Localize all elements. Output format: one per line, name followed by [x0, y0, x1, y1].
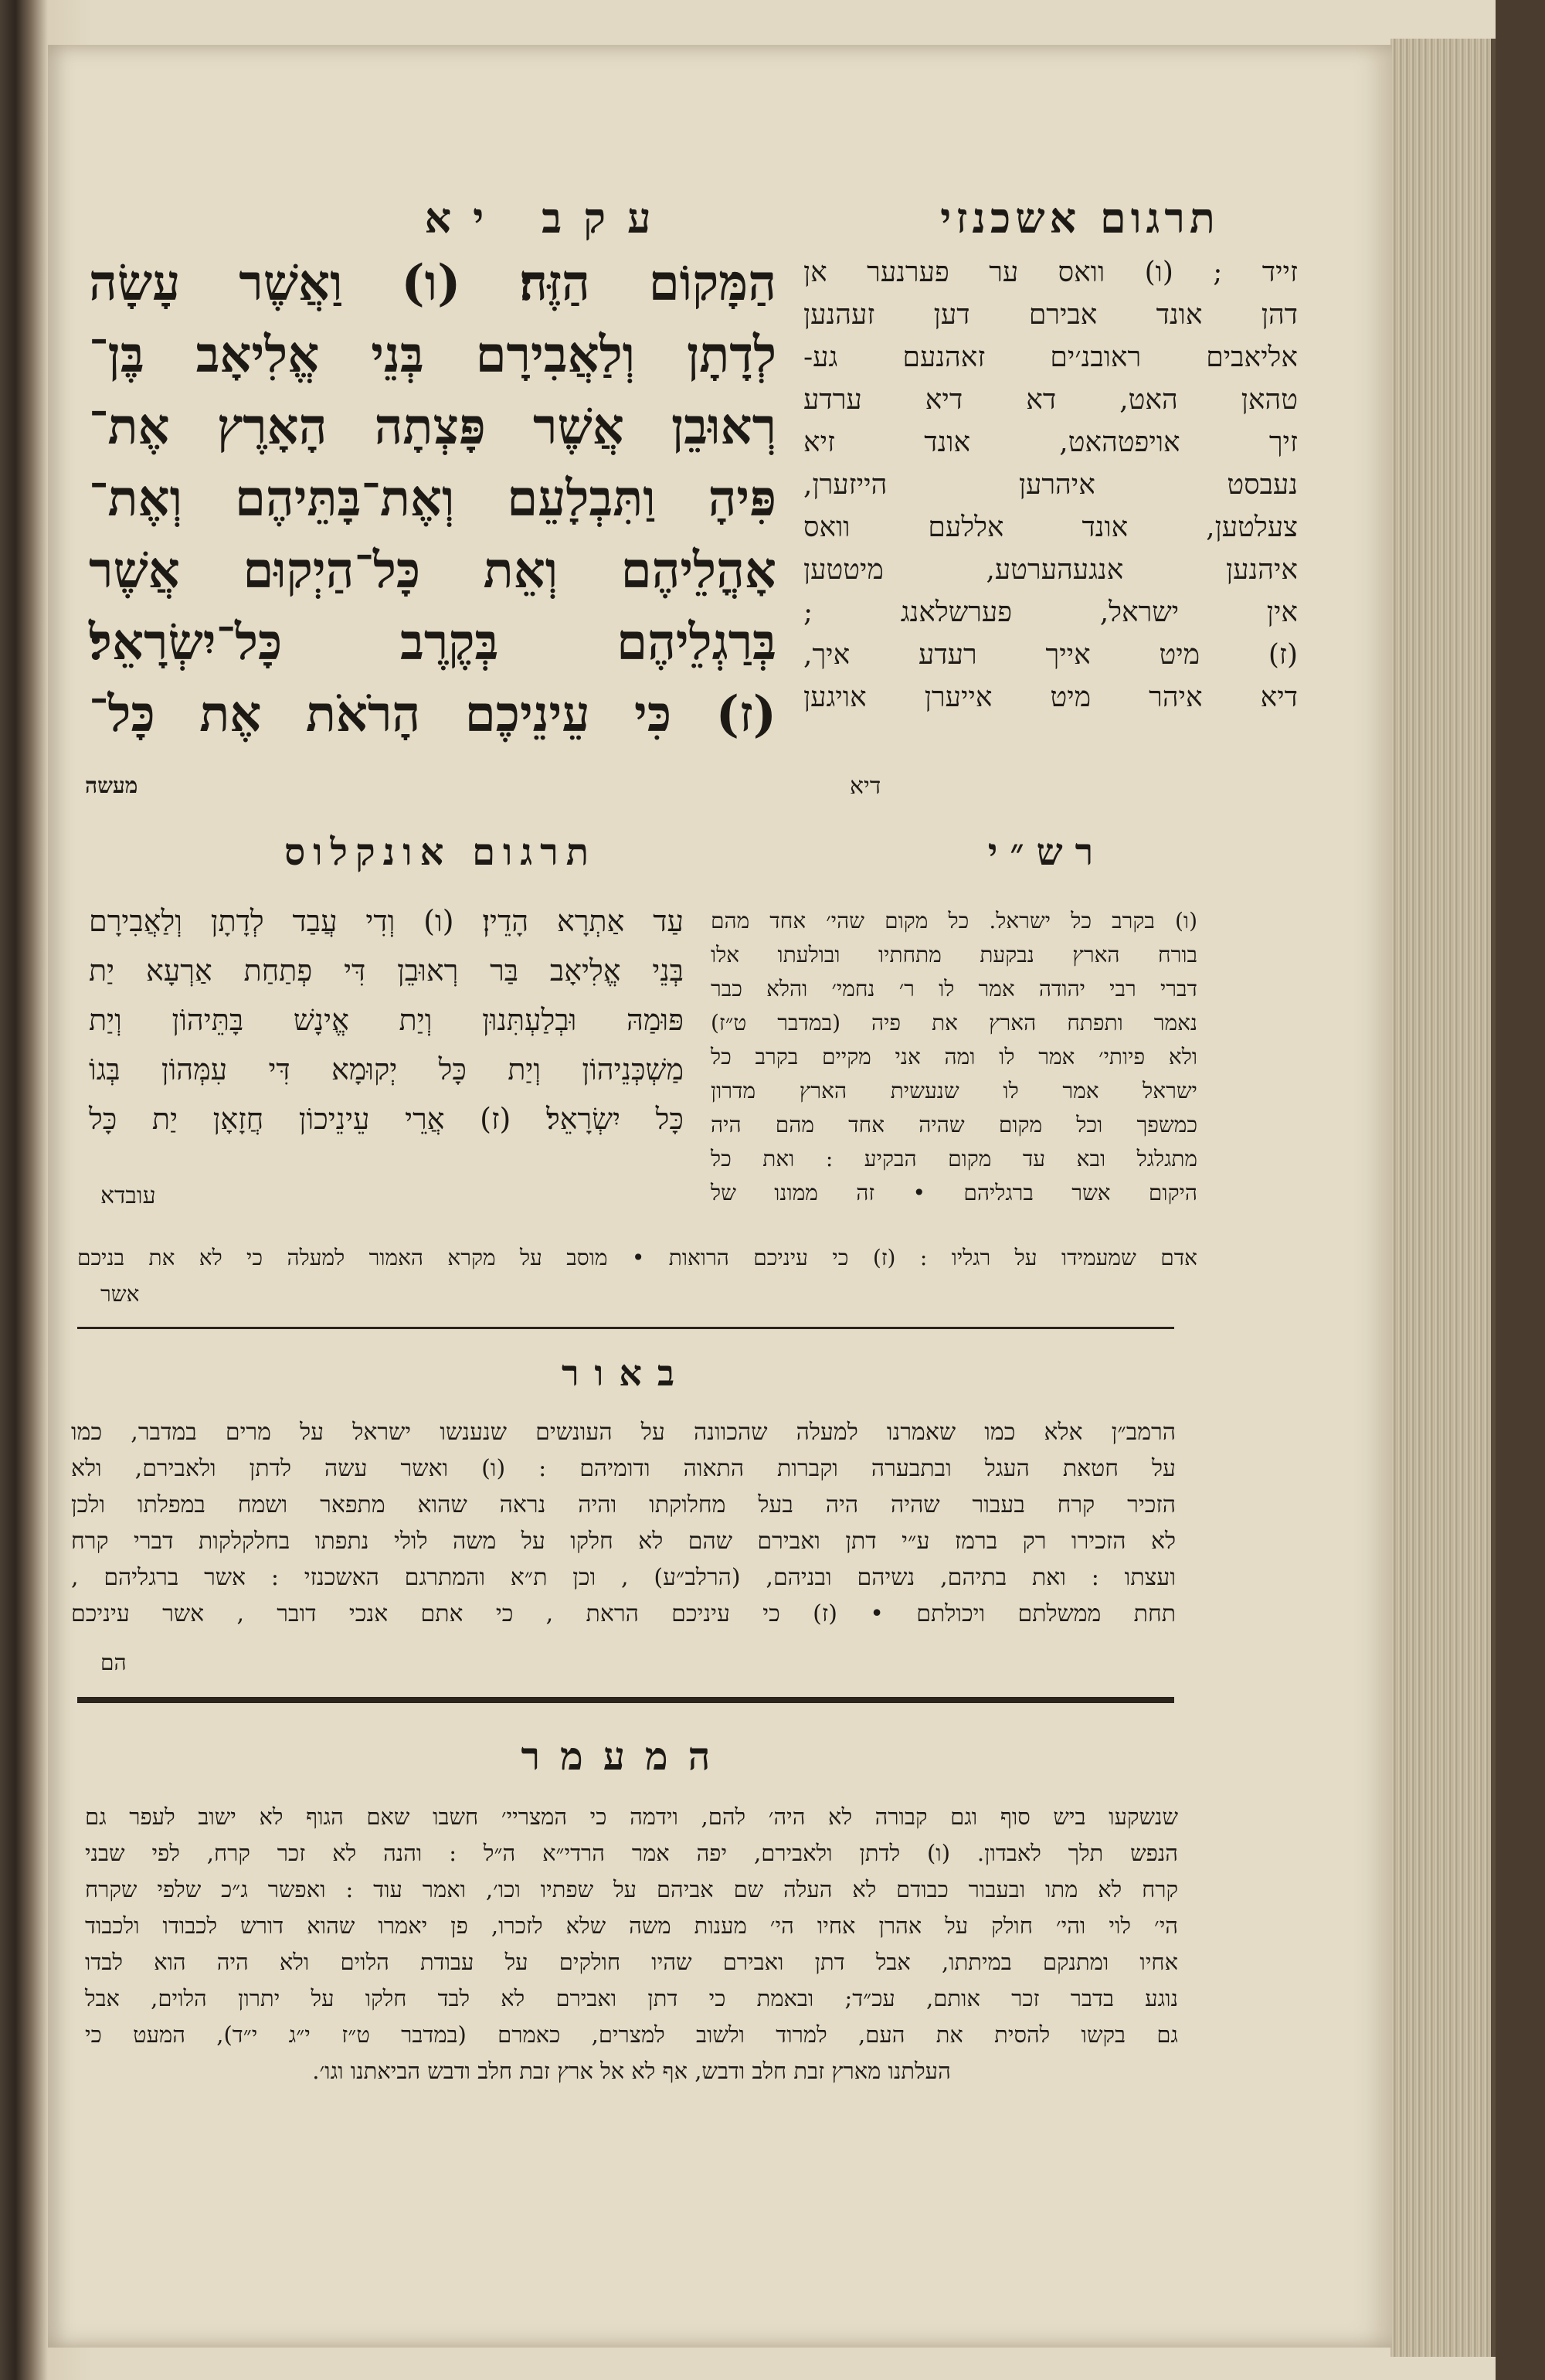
- onkelos-line: עַד אַתְרָא הָדֵין׃ (ו) וְדִי עֲבַד לְדָתָן וְלַאֲבִירָם: [89, 904, 684, 938]
- ashkenazi-line: טהאן האט, דא דיא ערדע: [803, 384, 1298, 416]
- ashkenazi-line: זייד ; (ו) וואס ער פערנער אן: [803, 257, 1298, 288]
- biur-line: הזכיר קרח בעבור שהיה היה בעל מחלוקתו והיה נראה שהוא מתפאר ושמח במפלתו ולכן: [71, 1491, 1176, 1518]
- rashi-line: דברי רבי יהודה אמר לו ר׳ נחמי׳ והלא כבר: [711, 976, 1197, 1001]
- rashi-line: נאמר ותפתח הארץ את פיה (במדבר ט״ז): [711, 1010, 1197, 1035]
- scan-border: [1496, 0, 1545, 2380]
- biur-line: ועצתו : ואת בתיהם, נשיהם ובניהם, (הרלב״ע) , וכן ת״א והמתרגם האשכנזי : אשר ברגליהם ,: [71, 1564, 1176, 1591]
- rashi-heading: רש״י: [987, 831, 1106, 874]
- meamer-line: גם בקשו להסית את העם, למרוד ולשוב למצרים, כאמרם (במדבר ט״ז י״ג י״ד), המעט כי: [85, 2021, 1178, 2048]
- meamer-line: שנשקעו ביש סוף וגם קבורה לא היה׳ להם, וידמה כי המצריי׳ חשבו שאם הגוף לא ישוב לעפר גם: [85, 1804, 1178, 1830]
- torah-line: אָהֳלֵיהֶם וְאֵת כָּל־הַיְקוּם אֲשֶׁר: [89, 542, 776, 600]
- binding-shadow: [0, 0, 48, 2380]
- onkelos-line: מַשְׁכְּנֵיהוֹן וְיַת כָּל יְקוּמָא דִּי עִמְּהוֹן בְּגוֹ: [89, 1052, 684, 1086]
- torah-line: בְּרַגְלֵיהֶם בְּקֶרֶב כָּל־יִשְׂרָאֵל׃: [89, 614, 776, 672]
- ashkenazi-catchword: דיא: [850, 773, 881, 800]
- onkelos-line: בְּנֵי אֱלִיאָב בַּר רְאוּבֵן דִּי פְתַחַת אַרְעָא יַת: [89, 954, 684, 988]
- ashkenazi-line: צעלטען, אונד אללעם וואס: [803, 512, 1298, 543]
- ashkenazi-text: [803, 251, 1298, 719]
- header-targum-ashkenazi: תרגום אשכנזי: [940, 193, 1220, 243]
- rashi-continuation: אדם שמעמידו על רגליו : (ז) כי עיניכם הרואות • מוסב על מקרא האמור למעלה כי לא את בניכם: [77, 1245, 1197, 1270]
- header-parasha: עקב יא: [424, 193, 673, 243]
- onkelos-heading: תרגום אונקלוס: [284, 831, 597, 874]
- biur-heading: באור: [561, 1352, 691, 1394]
- meamer-line: נוגע בדבר זכר אותם, עכ״ד; ובאמת כי דתן ואבירם לא לבד חלקו על יתרון הלוים, אבל: [85, 1985, 1178, 2011]
- meamer-line: אחיו ומתנקם במיתתו, אבל דתן ואבירם שהיו חולקים על עבודת הלוים ולא היה הוא לבדו: [85, 1949, 1178, 1975]
- meamer-line: העלתנו מארץ זבת חלב ודבש, אף לא אל ארץ זבת חלב ודבש הביאתנו וגו׳.: [312, 2058, 951, 2084]
- torah-line: פִּיהָ וַתִּבְלָעֵם וְאֶת־בָּתֵּיהֶם וְאֶת־: [89, 470, 776, 528]
- biur-text: [71, 1414, 1176, 1632]
- section-divider-thick: [77, 1697, 1174, 1703]
- meamer-text: [85, 1799, 1178, 2089]
- meamer-line: הי׳ לוי והי׳ חולק על אהרן אחיו הי׳ מענות משה שלא לזכרו, פן יאמרו שהוא דורש לכבודו ולכבוד: [85, 1912, 1178, 1939]
- rashi-line: ולא פיותי׳ אמר לו ומה אני מקיים בקרב כל: [711, 1044, 1197, 1069]
- ashkenazi-line: אין ישראל, פערשלאנג ;: [803, 597, 1298, 628]
- ashkenazi-line: דהן אונד אבירם דען זעהנען: [803, 299, 1298, 331]
- rashi-line: היקום אשר ברגליהם • זה ממונו של: [711, 1180, 1197, 1205]
- torah-line: הַמָּקוֹם הַזֶּה׃ (ו) וַאֲשֶׁר עָשָׂה: [89, 254, 776, 312]
- onkelos-line: כָּל יִשְׂרָאֵל׃ (ז) אֲרֵי עֵינֵיכוֹן חֲזָאָן יַת כָּל: [89, 1102, 684, 1136]
- ashkenazi-line: זיך אויפטהאט, אונד זיא: [803, 427, 1298, 458]
- torah-line: לְדָתָן וְלַאֲבִירָם בְּנֵי אֱלִיאָב בֶּן־: [89, 326, 776, 384]
- torah-text: [89, 247, 776, 750]
- ashkenazi-line: נעבסט איהרען הייזערן,: [803, 469, 1298, 501]
- section-divider: [77, 1327, 1174, 1329]
- page-edges: [1390, 39, 1496, 2357]
- onkelos-text: [89, 896, 684, 1144]
- rashi-line: (ו) בקרב כל ישראל. כל מקום שהי׳ אחד מהם: [711, 908, 1197, 933]
- rashi-catchword: אשר: [100, 1281, 140, 1307]
- ashkenazi-line: דיא איהר מיט אייערן אויגען: [803, 682, 1298, 713]
- biur-catchword: הם: [100, 1650, 127, 1675]
- ashkenazi-line: איהנען אנגעהערטע, מיטטען: [803, 554, 1298, 586]
- rashi-line: כמשפך וכל מקום שהיה אחד מהם היה: [711, 1112, 1197, 1137]
- meamer-heading: המעמר: [521, 1733, 731, 1779]
- biur-line: תחת ממשלתם ויכולתם • (ז) כי עיניכם הראת , כי אתם אנכי דובר , אשר עיניכם: [71, 1600, 1176, 1627]
- ashkenazi-line: אליאבים ראובנ׳ים זאהנעם גע-: [803, 342, 1298, 373]
- biur-line: הרמב״ן אלא כמו שאמרנו למעלה שהכוונה על העונשים שנענשו ישראל על מרים במדבר, כמו: [71, 1419, 1176, 1446]
- meamer-line: הנפש תלך לאבדון. (ו) לדתן ולאבירם, יפה אמר הרדי״א ה״ל : והנה לא זכר קרח, לפי שבני: [85, 1840, 1178, 1866]
- rashi-line: ישראל אמר לו שנעשית הארץ מדרון: [711, 1078, 1197, 1103]
- torah-line: רְאוּבֵן אֲשֶׁר פָּצְתָה הָאָרֶץ אֶת־: [89, 398, 776, 456]
- torah-catchword: מעשה: [85, 773, 138, 798]
- ashkenazi-line: (ז) מיט אייך רעדע איך,: [803, 639, 1298, 671]
- torah-line: (ז) כִּי עֵינֵיכֶם הָרֹאֹת אֶת כָּל־: [89, 685, 776, 743]
- rashi-line: בורח הארץ נבקעת מתחתיו ובולעתו אלו: [711, 942, 1197, 967]
- meamer-line: קרח לא מתו ובעבור כבודם לא העלה שם אביהם על שפתיו וכו׳, ואמר עוד : ואפשר ג״כ שלפי שקרח: [85, 1876, 1178, 1902]
- onkelos-line: פּוּמַהּ וּבְלַעְתִּנוּן וְיַת אֱינָשׁ בָּתֵּיהוֹן וְיַת: [89, 1003, 684, 1037]
- rashi-line: מתגלגל ובא עד מקום הבקיע : ואת כל: [711, 1146, 1197, 1171]
- biur-line: לא הזכירו רק ברמז ע״י דתן ואבירם שהם לא חלקו על משה לולי נתפתו בחלקלקות דברי קרח: [71, 1528, 1176, 1555]
- rashi-text: [711, 904, 1197, 1210]
- onkelos-catchword: עובדא: [100, 1182, 156, 1209]
- biur-line: על חטאת העגל ובתבערה וקברות התאוה ודומיהם : (ו) ואשר עשה לדתן ולאבירם, ולא: [71, 1455, 1176, 1482]
